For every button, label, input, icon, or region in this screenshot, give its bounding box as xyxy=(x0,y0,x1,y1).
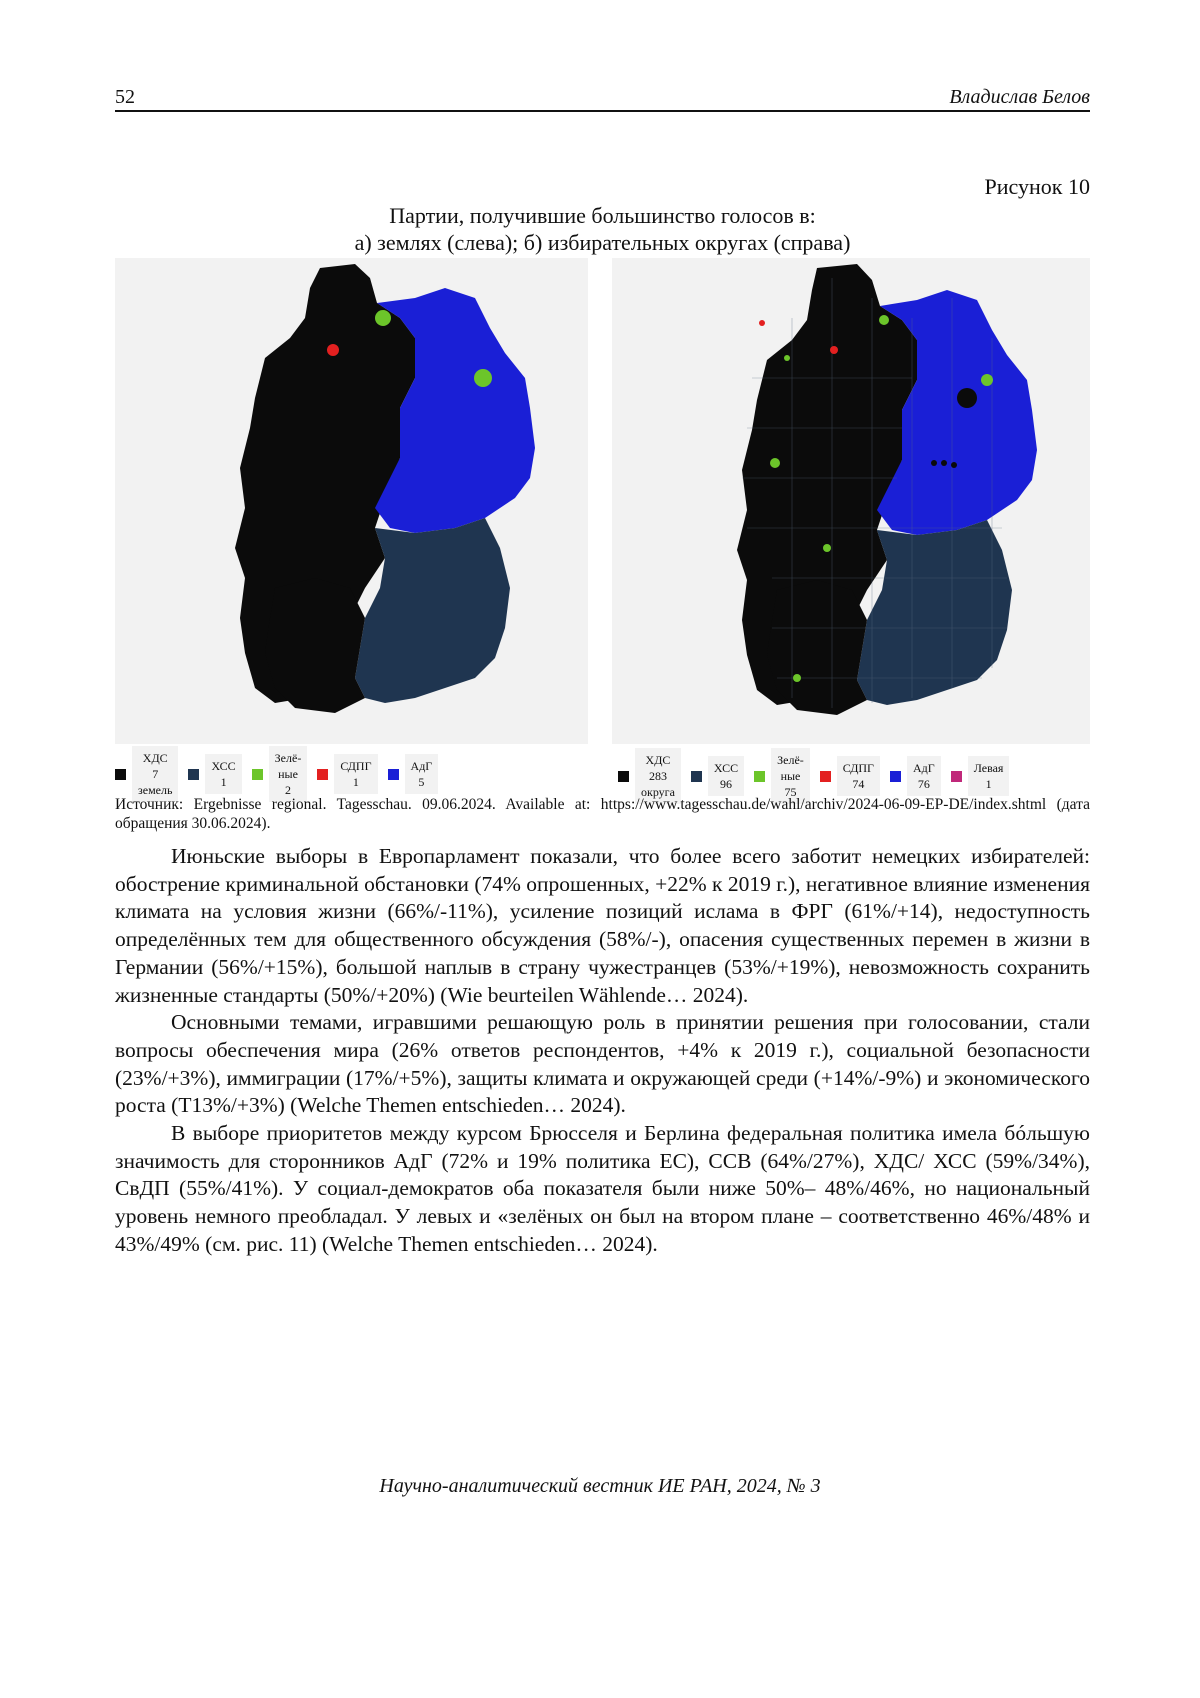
legend-left-item-csu xyxy=(188,754,241,794)
legend-left-item-greens xyxy=(252,746,308,802)
figure-title-line2: а) землях (слева); б) избирательных округах (справа) xyxy=(354,230,851,255)
map-right-greens-cologne xyxy=(770,458,780,468)
page-number: 52 xyxy=(115,86,135,108)
legend-right-afd-line2: 76 xyxy=(917,777,930,791)
legend-left-csu-line2: 1 xyxy=(220,775,227,789)
map-left-greens-berlin xyxy=(474,369,492,387)
body-text xyxy=(115,843,1090,1259)
legend-left-item-spd xyxy=(317,754,377,794)
legend-right-left-line1: Левая xyxy=(973,761,1004,775)
legend-right-swatch-cdu xyxy=(618,771,629,782)
legend-right-greens-line3: 75 xyxy=(784,785,797,799)
map-right-cdu-east-cluster xyxy=(957,388,977,408)
legend-right-cdu-line2: 283 xyxy=(648,769,667,783)
legend-left-greens-line2: ные xyxy=(278,767,298,781)
legend-right-left-line2: 1 xyxy=(985,777,992,791)
map-left-spd-bremen xyxy=(327,344,339,356)
legend-left-swatch-afd xyxy=(388,769,399,780)
legend-left-cdu-line3: земель xyxy=(138,783,173,797)
legend-right-spd-line2: 74 xyxy=(852,777,865,791)
map-right-greens-freiburg xyxy=(793,674,801,682)
map-right-greens-frankfurt xyxy=(823,544,831,552)
legend-left-label-greens xyxy=(269,746,308,802)
legend-right-cdu-line3: округа xyxy=(641,785,675,799)
paragraph-2: Основными темами, игравшими решающую роль в принятии решения при голосовании, стали вопросы обеспечения мира (26% ответов респондентов, +4% к 2019 г.), социальной безопасности (23%/+3%), иммиграции (17%/+5%), защиты климата и окружающей среди (+14%/-9%) и экономического роста (Т13%/+3%) (Welche Themen entschieden… 2024). xyxy=(115,1010,1090,1118)
legend-right-swatch-spd xyxy=(820,771,831,782)
legend-left-swatch-cdu xyxy=(115,769,126,780)
map-right-svg xyxy=(612,258,1090,744)
legend-right-csu-line1: ХСС xyxy=(713,761,739,775)
footer-journal: Научно-аналитический вестник ИЕ РАН, 2024, № 3 xyxy=(379,1475,821,1497)
legend-left-greens-line1: Зелё- xyxy=(274,751,302,765)
legend-left-label-cdu xyxy=(132,746,178,802)
legend-left-label-csu xyxy=(205,754,241,794)
legend-left-item-afd xyxy=(388,754,439,794)
legend-right-csu-line2: 96 xyxy=(720,777,733,791)
legend-right-label-csu xyxy=(708,756,744,796)
legend-left-cdu-line2: 7 xyxy=(152,767,159,781)
legend-left-csu-line1: ХСС xyxy=(211,759,236,773)
legend-left-swatch-spd xyxy=(317,769,328,780)
header-rule xyxy=(115,110,1090,112)
map-right-greens-hamburg xyxy=(879,315,889,325)
map-right-greens-berlin xyxy=(981,374,993,386)
figure-number: Рисунок 10 xyxy=(984,174,1090,199)
legend-left-swatch-csu xyxy=(188,769,199,780)
legend-right-greens-line1: Зелё- xyxy=(777,753,804,767)
legend-left-greens-line3: 2 xyxy=(285,783,291,797)
figure-title-line1: Партии, получившие большинство голосов в: xyxy=(389,203,816,228)
legend-right-item-afd xyxy=(890,756,941,796)
paragraph-3: В выборе приоритетов между курсом Брюсселя и Берлина федеральная политика имела бóльшую значимость для сторонников АдГ (72% и 19% политика ЕС), ССВ (64%/27%), ХДС/ ХСС (59%/34%), СвДП (55%/41%). У социал-демократов оба показателя были ниже 50%– 48%/46%, но национальный уровень немного преобладал. У левых и «зелёных он был на втором плане – соответственно 46%/48% и 43%/49% (см. рис. 11) (Welche Themen entschieden… 2024). xyxy=(115,1121,1090,1256)
legend-left-cdu-line1: ХДС xyxy=(142,751,168,765)
legend-right-swatch-afd xyxy=(890,771,901,782)
legend-right-swatch-csu xyxy=(691,771,702,782)
paragraph-1: Июньские выборы в Европарламент показали, что более всего заботит немецких избирателей: обострение криминальной обстановки (74% опрошенных, +22% к 2019 г.), негативное влияние изменения климата на условия жизни (66%/-11%), усиление позиций ислама в ФРГ (61%/+14), недоступность определённых тем для общественного обсуждения (58%/-), опасения существенных перемен в жизни в Германии (56%/+15%), большой наплыв в страну чужестранцев (53%/+19%), невозможность сохранить жизненные стандарты (50%/+20%) (Wie beurteilen Wählende… 2024). xyxy=(115,844,1090,1007)
legend-left-spd-line1: СДПГ xyxy=(340,759,372,773)
map-right-greens-munster xyxy=(784,355,790,361)
legend-right-cdu-line1: ХДС xyxy=(645,753,671,767)
map-right-spd-bremen xyxy=(830,346,838,354)
legend-right-swatch-greens xyxy=(754,771,765,782)
legend-left xyxy=(115,746,448,802)
legend-right-swatch-left xyxy=(951,771,962,782)
legend-right-greens-line2: ные xyxy=(780,769,801,783)
legend-right-label-left xyxy=(968,756,1010,796)
map-left-states xyxy=(115,258,588,744)
legend-left-afd-line2: 5 xyxy=(418,775,425,789)
legend-left-label-afd xyxy=(405,754,439,794)
map-left-svg xyxy=(115,258,588,744)
figure-source: Источник: Ergebnisse regional. Tagesschau. 09.06.2024. Available at: https://www.tagesschau.de/wahl/archiv/2024-06-09-EP-DE/index.shtml (дата обращения 30.06.2024). xyxy=(115,796,1090,832)
legend-left-spd-line2: 1 xyxy=(352,775,359,789)
map-right-bw-region xyxy=(767,580,867,715)
map-right-districts xyxy=(612,258,1090,744)
legend-right-afd-line1: АдГ xyxy=(913,761,935,775)
legend-left-item-cdu xyxy=(115,746,178,802)
legend-right-spd-line1: СДПГ xyxy=(842,761,874,775)
map-left-bw-region xyxy=(265,578,365,713)
running-head-author: Владислав Белов xyxy=(949,86,1090,108)
map-left-greens-hamburg xyxy=(375,310,391,326)
legend-left-swatch-greens xyxy=(252,769,263,780)
legend-left-afd-line1: АдГ xyxy=(410,759,433,773)
map-right-cdu-saxony-dot2 xyxy=(941,460,947,466)
legend-right-item-left xyxy=(951,756,1010,796)
map-right-cdu-saxony-dot1 xyxy=(931,460,937,466)
legend-left-label-spd xyxy=(334,754,377,794)
legend-right-item-csu xyxy=(691,756,744,796)
map-right-spd-emden xyxy=(759,320,765,326)
legend-right-item-spd xyxy=(820,756,880,796)
legend-right-label-spd xyxy=(837,756,880,796)
map-right-cdu-saxony-dot3 xyxy=(951,462,957,468)
legend-right-label-afd xyxy=(907,756,941,796)
